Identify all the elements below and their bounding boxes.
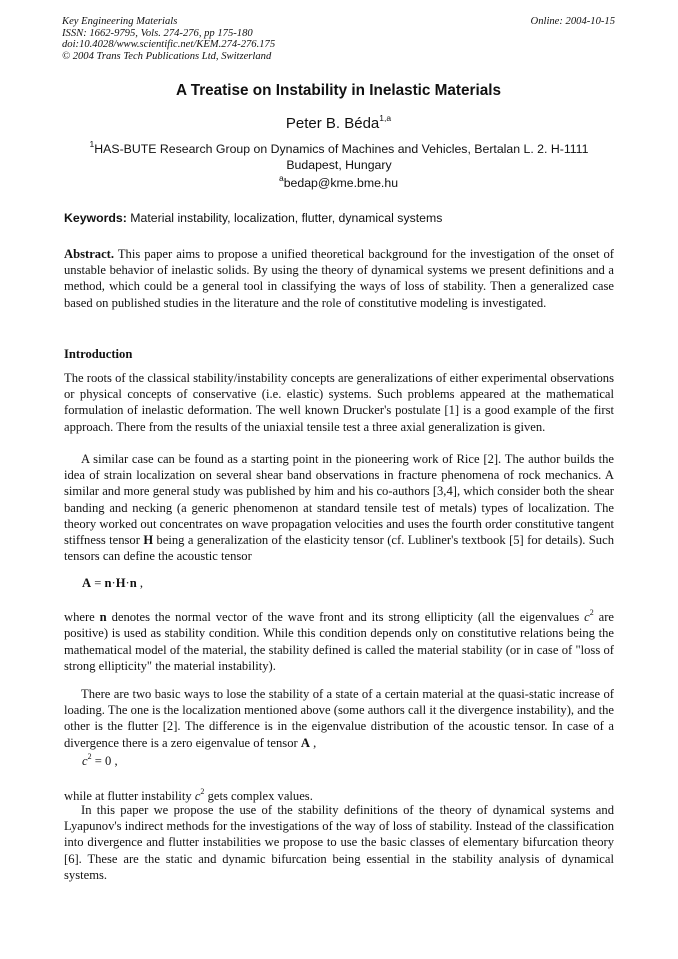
tensor-A-symbol: A xyxy=(300,735,310,750)
affiliation xyxy=(80,137,598,173)
eigenvalue-exponent: 2 xyxy=(589,608,594,617)
intro-paragraph-4 xyxy=(64,686,614,751)
eq1-n2: n xyxy=(129,576,137,590)
eq1-dot1: · xyxy=(111,576,116,590)
normal-vector-symbol: n xyxy=(99,610,107,625)
equation-acoustic-tensor xyxy=(82,576,143,591)
p3-text-a: where xyxy=(64,610,95,625)
affiliation-mark: 1 xyxy=(89,139,95,149)
keywords-text: Material instability, localization, flutter, dynamical systems xyxy=(130,211,443,225)
section-heading-introduction: Introduction xyxy=(64,347,133,361)
p3-text-b: denotes the normal vector of the wave front and its strong ellipticity (all the eigenvalues xyxy=(111,610,580,625)
journal-name: Key Engineering Materials xyxy=(62,16,178,27)
eigenvalue-symbol: c xyxy=(584,610,590,625)
copyright-line: © 2004 Trans Tech Publications Ltd, Switzerland xyxy=(62,50,272,62)
eq2-c: c xyxy=(82,754,88,769)
email-mark: a xyxy=(278,173,284,183)
author-line xyxy=(62,114,615,132)
p2-text-b: being a generalization of the elasticity tensor (cf. Lubliner's textbook [5] for details). Such tensors can define the acoustic tensor xyxy=(64,533,614,564)
eq1-equals: = xyxy=(91,576,105,590)
intro-paragraph-1: The roots of the classical stability/instability concepts are generalizations of either experimental observations or physical concepts of conservative (i.e. elastic) systems. Such problems appeared at the mathematical formulation of inelastic deformation. The well known Drucker's postulate [1] is a good example of the first approach. There from the results of the uniaxial tensile test a three axial generalization is given. xyxy=(64,371,614,434)
abstract-label: Abstract. xyxy=(64,247,115,261)
equation-zero-eigenvalue xyxy=(82,753,118,769)
p3-text-d: are positive) is used as stability condition. While this condition depends only on constitutive relations being the mathematical model of the material, the stability defined is called the material stability (or in case of "loss of strong ellipticity" the material instability). xyxy=(64,610,615,673)
intro-paragraph-2 xyxy=(64,451,614,564)
eq1-dot2: · xyxy=(125,576,130,590)
issn-line: ISSN: 1662-9795, Vols. 274-276, pp 175-180 xyxy=(62,27,253,39)
email-address: bedap@kme.bme.hu xyxy=(283,176,399,191)
publication-header xyxy=(62,16,618,62)
online-date: Online: 2004-10-15 xyxy=(530,16,615,27)
p6-text: In this paper we propose the use of the stability definitions of the theory of dynamical systems and Lyapunov's indirect methods for the investigations of the way of loss of stability. Instead of the classification into divergence and flutter instabilities we propose to use the basic classes of elementary bifurcation theory [6]. These are the static and dynamic bifurcation being essential in the stability analysis of dynamical systems. xyxy=(64,803,614,882)
abstract xyxy=(64,246,614,311)
paper-title: A Treatise on Instability in Inelastic Materials xyxy=(175,82,502,99)
eq2-exponent: 2 xyxy=(87,752,92,761)
eq1-n1: n xyxy=(104,576,112,590)
p5-exponent: 2 xyxy=(200,787,205,796)
p5-text-a: while at flutter instability xyxy=(64,789,192,804)
tensor-H-symbol: H xyxy=(143,533,154,548)
author-name: Peter B. Béda xyxy=(285,115,380,132)
eq1-H: H xyxy=(115,576,126,590)
p4-tail: , xyxy=(313,735,317,750)
p4-text-a: There are two basic ways to lose the stability of a state of a certain material at the quasi-static increase of loading. The one is the localization mentioned above (some authors call it the divergence instability), and the other is the flutter [2]. The difference is in the eigenvalue distribution of the acoustic tensor. In case of a divergence there is a zero eigenvalue of tensor xyxy=(64,687,614,750)
p5-c-symbol: c xyxy=(194,789,201,804)
author-marks: 1,a xyxy=(379,113,392,123)
eq1-comma: , xyxy=(136,576,144,590)
affiliation-line-2: Budapest, Hungary xyxy=(286,158,392,173)
p5-text-b: gets complex values. xyxy=(207,789,313,804)
author-email xyxy=(62,174,615,190)
intro-paragraph-6 xyxy=(64,802,614,883)
eq1-lhs: A xyxy=(82,576,92,590)
p2-text-a: A similar case can be found as a starting point in the pioneering work of Rice [2]. The author builds the idea of strain localization on several shear band observations in fracture phenomena of rock mechanics. A similar and more general study was published by him and his co-authors [3,4], which consider both the shear banding and necking (a generic phenomenon at standard tensile test of metals) types of localization. The theory worked out concentrates on wave propagation velocities and uses the fourth order constitutive tangent stiffness tensor xyxy=(64,452,614,548)
keywords xyxy=(64,211,617,225)
affiliation-line-1: HAS-BUTE Research Group on Dynamics of Machines and Vehicles, Bertalan L. 2. H-1111 xyxy=(94,142,589,157)
abstract-text: This paper aims to propose a unified theoretical background for the investigation of the onset of unstable behavior of inelastic solids. By using the theory of dynamical systems we present definitions and a method, which could be a general tool in classifying the ways of loss of stability. Then a generalized case based on published studies in the literature and the role of constitutive modeling is investigated. xyxy=(64,247,614,310)
keywords-label: Keywords: xyxy=(64,211,127,225)
intro-paragraph-3 xyxy=(64,606,614,674)
doi-line: doi:10.4028/www.scientific.net/KEM.274-276.175 xyxy=(62,39,276,51)
eq2-rest: = 0 , xyxy=(91,754,118,769)
